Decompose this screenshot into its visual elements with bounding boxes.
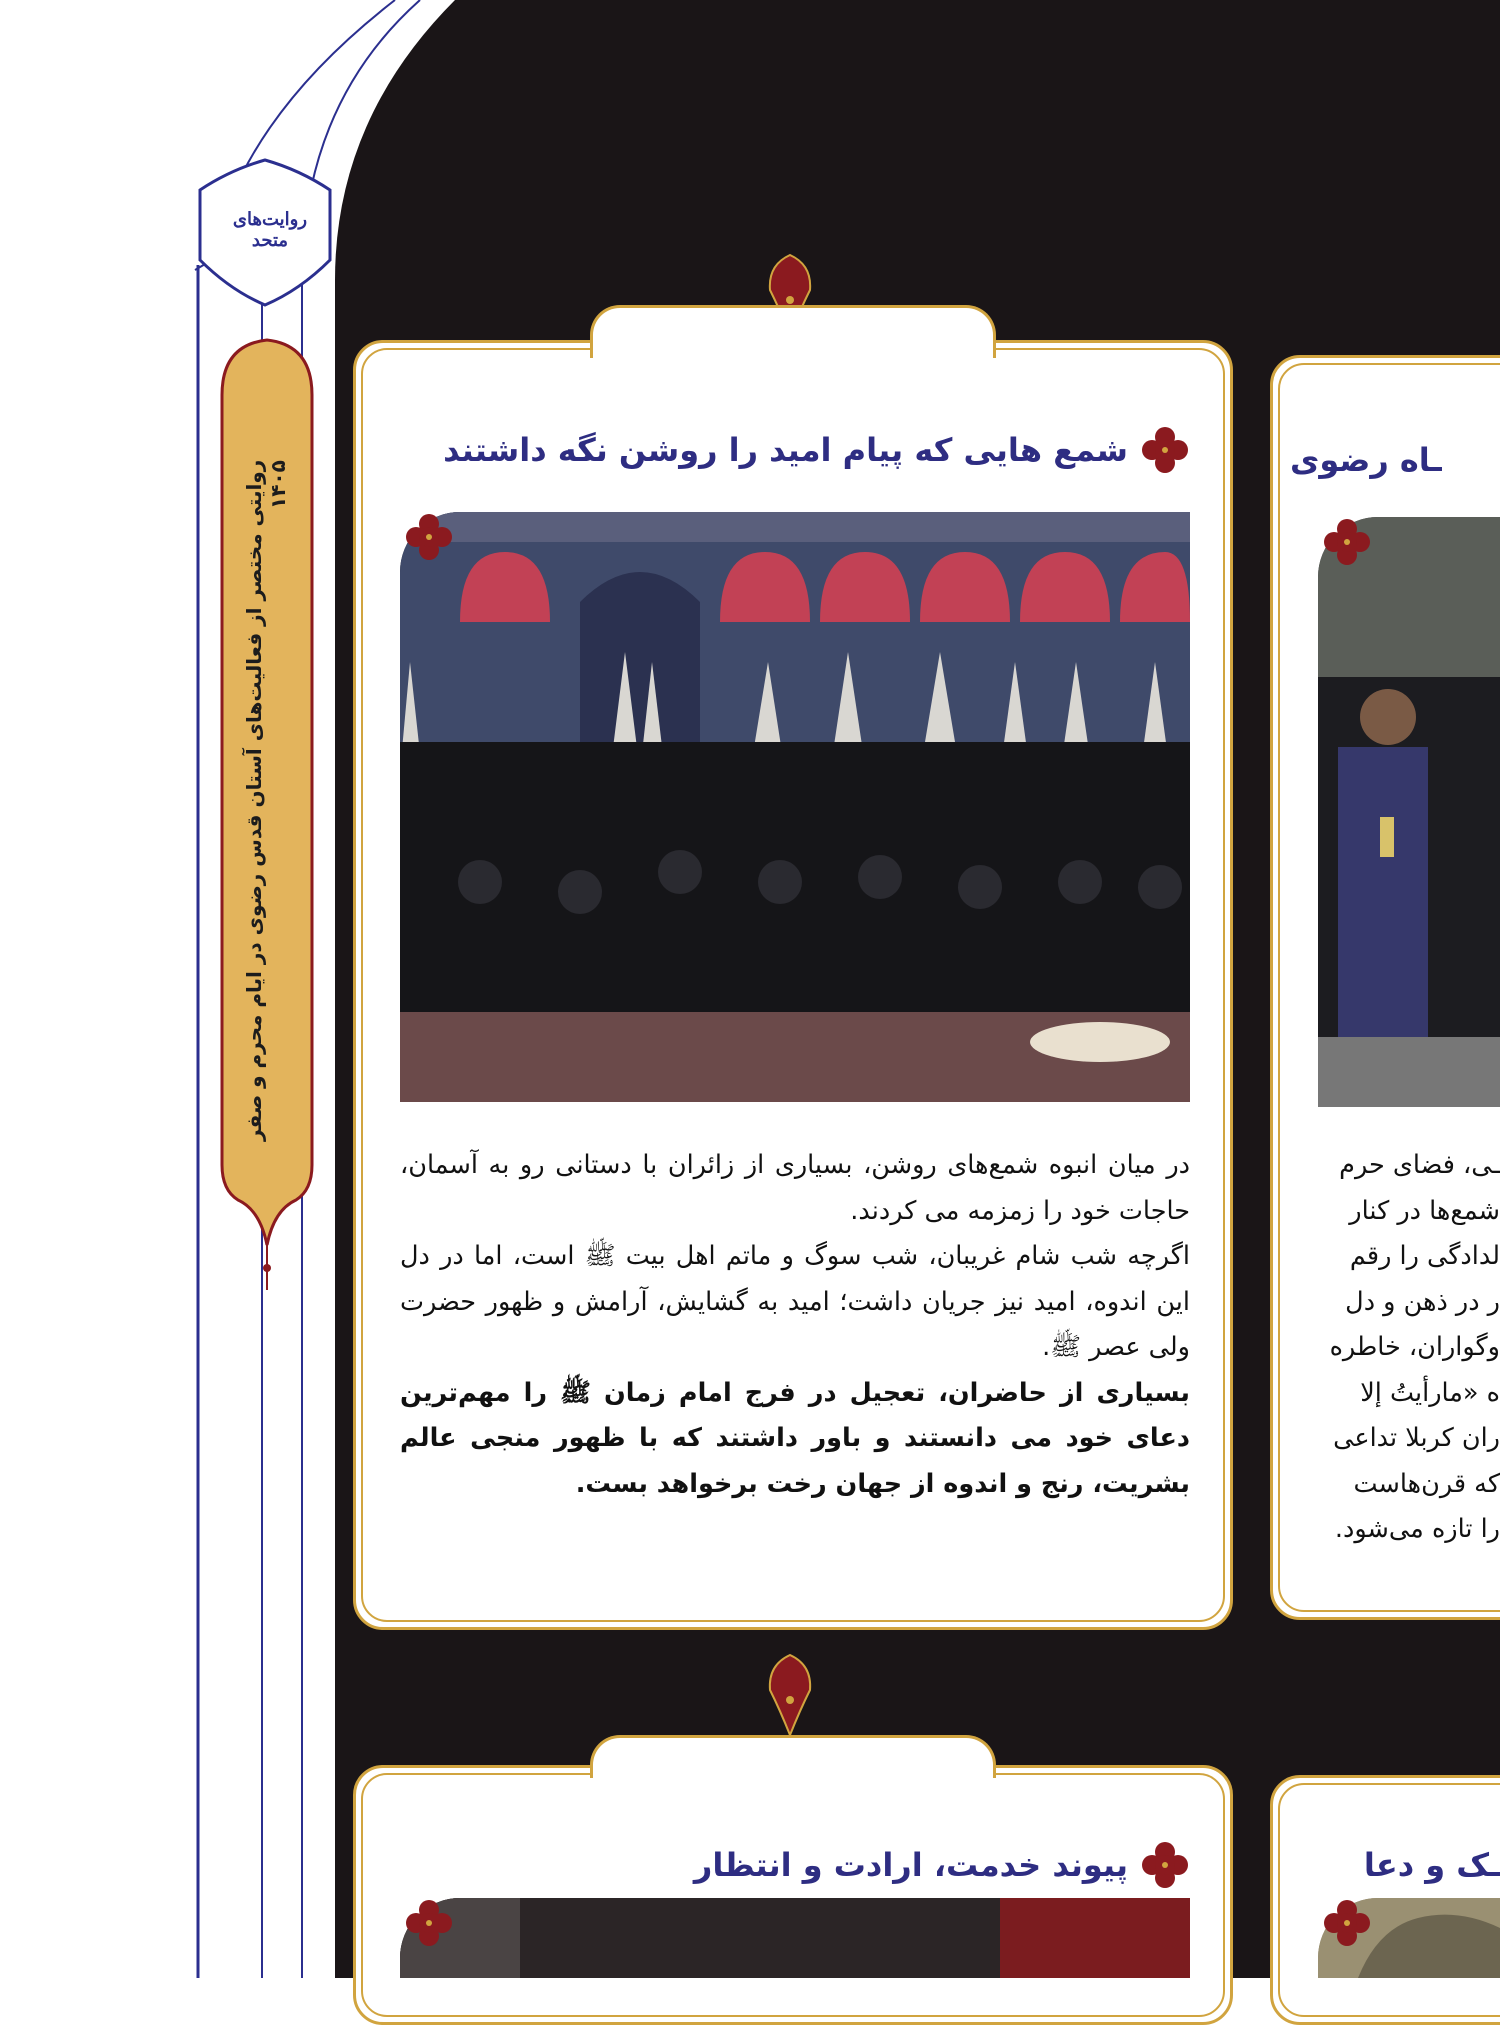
card4-title: ـک و دعا (1363, 1846, 1500, 1884)
card1-title: شمع هایی که پیام امید را روشن نگه داشتند (443, 431, 1128, 469)
logo-text: روایت‌های متحد (232, 209, 308, 251)
card4-title-row (1290, 1840, 1500, 1890)
flower-corner-icon (1322, 517, 1372, 567)
card-service-devotion (353, 1765, 1233, 2025)
flower-corner-icon (404, 1898, 454, 1948)
card2-line: را تازه می‌شود. (1334, 1514, 1500, 1544)
crowd-in-shrine-courtyard-photo (400, 512, 1190, 1102)
card3-title: پیوند خدمت، ارادت و انتظار (693, 1846, 1128, 1884)
flower-corner-icon (1322, 1898, 1372, 1948)
flower-corner-icon (404, 512, 454, 562)
card3-photo (400, 1898, 1190, 1978)
card1-photo (400, 512, 1190, 1102)
side-caption (236, 460, 296, 1160)
card3-header-tab (590, 1735, 996, 1778)
candle-procession-photo (1318, 517, 1500, 1107)
card2-line: شمع‌ها در کنار (1349, 1195, 1500, 1226)
card2-line: ـی، فضای حرم (1339, 1150, 1500, 1180)
card2-line: ه «مارأیتُ إلا (1360, 1377, 1500, 1408)
side-caption-text: روایتی مختصر از فعالیت‌های آستان قدس رضوی در ایام محرم و صفر ۱۴۰۵ (242, 460, 290, 1142)
card2-title: ـاه رضوی (1290, 441, 1442, 479)
card3-title-row (400, 1840, 1190, 1890)
card1-body (400, 1143, 1190, 1507)
card2-line: که قرن‌هاست (1353, 1468, 1500, 1499)
flower-bullet-icon (1140, 1840, 1190, 1890)
card2-body (1300, 1143, 1500, 1553)
card2-line: ران کربلا تداعی (1333, 1423, 1500, 1453)
card1-title-row (400, 425, 1190, 475)
card2-line: وگواران، خاطره (1329, 1332, 1500, 1362)
flower-bullet-icon (1140, 425, 1190, 475)
card1-header-tab (590, 305, 996, 358)
card2-photo (1318, 517, 1500, 1107)
card2-line: لدادگی را رقم (1349, 1241, 1500, 1271)
card2-title-row (1290, 435, 1500, 485)
logo (205, 165, 335, 295)
banner-photo (400, 1898, 1190, 1978)
card1-paragraph-2: اگرچه شب شام غریبان، شب سوگ و ماتم اهل بیت ﷺ است، اما در دل این اندوه، امید نیز جریان داشت؛ امید به گشایش، آرامش و ظهور حضرت ولی عصر ﷺ. (400, 1241, 1190, 1362)
card1-paragraph-3: بسیاری از حاضران، تعجیل در فرج امام زمان ﷺ را مهم‌ترین دعای خود می دانستند و باور داشتند که با ظهور منجی عالم بشریت، رنج و اندوه از جهان رخت برخواهد بست. (400, 1377, 1190, 1499)
card2-line: ر در ذهن و دل (1345, 1286, 1500, 1317)
card1-paragraph-1: در میان انبوه شمع‌های روشن، بسیاری از زائران با دستانی رو به آسمان، حاجات خود را زمزمه می کردند. (400, 1150, 1190, 1226)
